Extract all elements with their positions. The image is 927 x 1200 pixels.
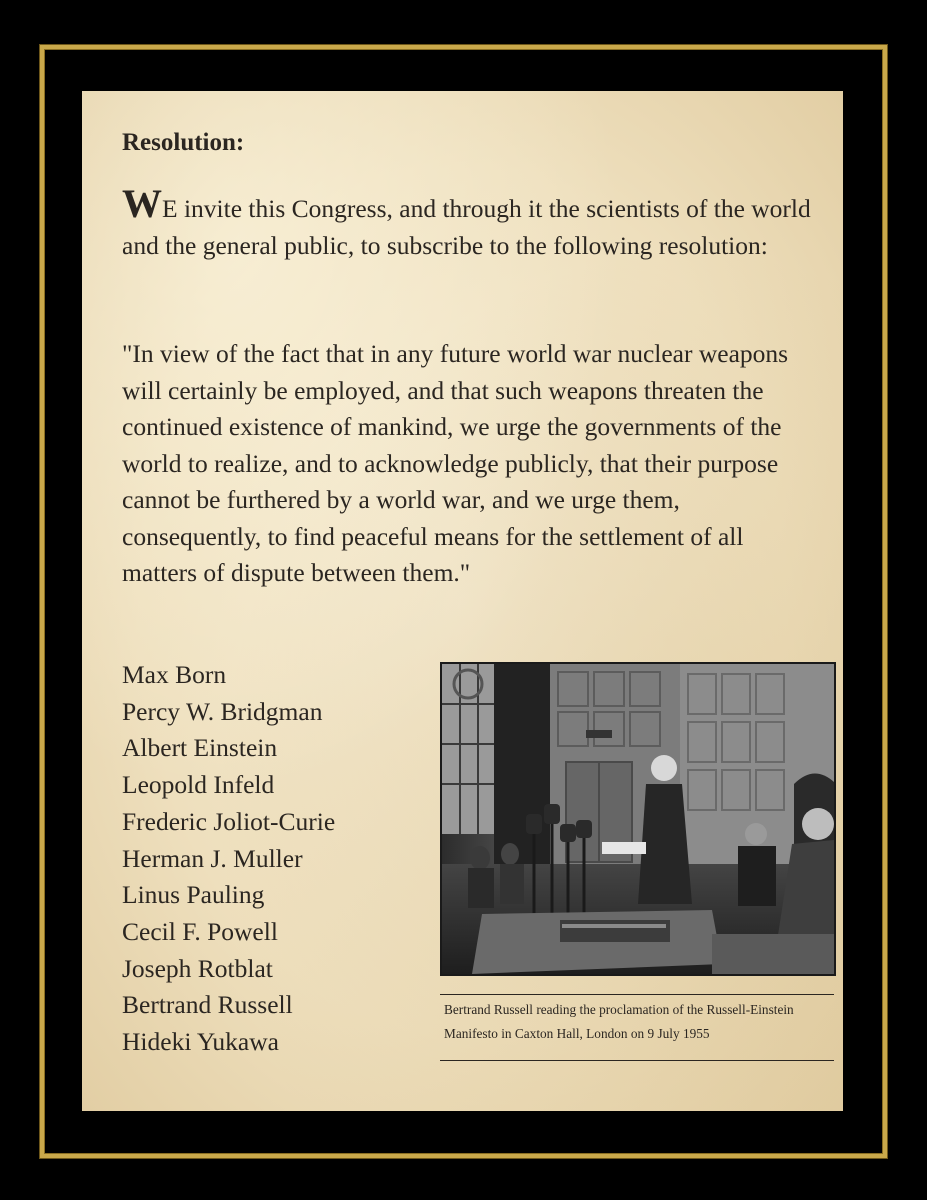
- signatory: Hideki Yukawa: [122, 1027, 279, 1057]
- signatory: Percy W. Bridgman: [122, 696, 323, 726]
- photo-caption: Bertrand Russell reading the proclamation of the Russell-Einstein Manifesto in Caxton Hall, London on 9 July 1955: [444, 1002, 794, 1041]
- caption-bottom-rule: [440, 1060, 834, 1061]
- signatory: Max Born: [122, 660, 227, 689]
- signatory: Frederic Joliot-Curie: [122, 806, 336, 836]
- signatory: Albert Einstein: [122, 733, 278, 763]
- signatory: Joseph Rotblat: [122, 953, 273, 983]
- signatory: Bertrand Russell: [122, 990, 293, 1020]
- signatory: Herman J. Muller: [122, 843, 303, 873]
- intro-paragraph: [122, 181, 812, 264]
- signatory: Linus Pauling: [122, 880, 265, 910]
- intro-text: E invite this Congress, and through it the scientists of the world and the general public, to subscribe to the following resolution:: [122, 194, 811, 260]
- signatory: Leopold Infeld: [122, 770, 275, 800]
- resolution-quote: "In view of the fact that in any future world war nuclear weapons will certainly be employed, and that such weapons threaten the continued existence of mankind, we urge the governments of the world to realize, and to acknowledge publicly, that their purpose cannot be furthered by a world war, and we urge them, consequently, to find peaceful means for the settlement of all matters of dispute between them.": [122, 339, 789, 587]
- historical-photo: [440, 662, 836, 976]
- photo-illustration: [442, 664, 834, 974]
- parchment-page: [82, 91, 843, 1111]
- resolution-heading: Resolution:: [122, 129, 245, 156]
- signatory-list: [122, 657, 335, 1061]
- signatory: Cecil F. Powell: [122, 916, 278, 946]
- drop-cap: W: [122, 181, 162, 226]
- caption-top-rule: [440, 994, 834, 995]
